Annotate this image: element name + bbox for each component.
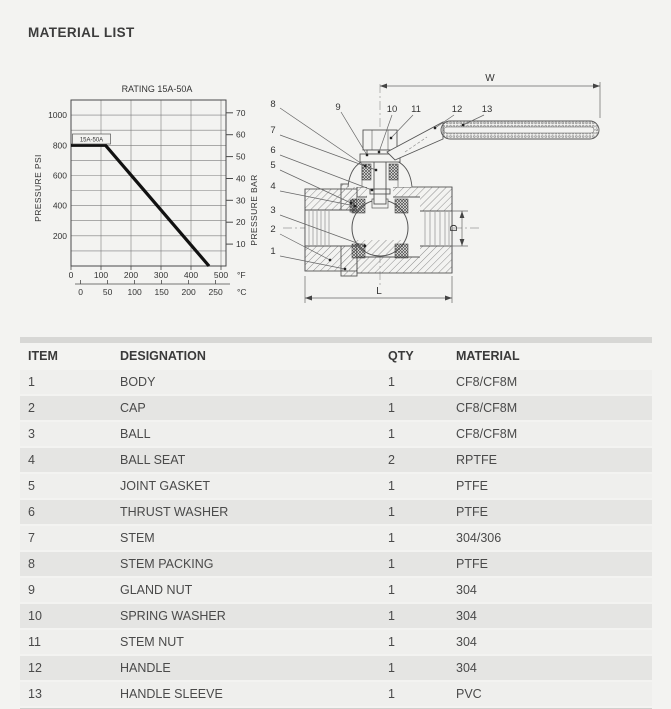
- dim-w-label: W: [485, 73, 495, 84]
- cell-material: 304: [456, 609, 477, 623]
- bar-tick: 40: [236, 173, 246, 184]
- cell-item: 4: [28, 453, 35, 467]
- cell-qty: 1: [388, 401, 395, 415]
- rating-chart: [30, 80, 265, 305]
- cell-qty: 1: [388, 557, 395, 571]
- part-callout-9: 9: [335, 102, 341, 113]
- bar-tick-marks: [226, 113, 233, 244]
- cell-designation: STEM: [120, 531, 155, 545]
- table-row: [20, 422, 652, 446]
- c-axis: [75, 280, 230, 284]
- cell-designation: CAP: [120, 401, 146, 415]
- cell-item: 12: [28, 661, 42, 675]
- bar-tick: 50: [236, 151, 246, 162]
- col-header-qty: QTY: [388, 348, 414, 363]
- cell-material: PTFE: [456, 557, 488, 571]
- cell-designation: JOINT GASKET: [120, 479, 211, 493]
- cell-qty: 1: [388, 531, 395, 545]
- cell-designation: HANDLE SLEEVE: [120, 687, 223, 701]
- cell-item: 7: [28, 531, 35, 545]
- cell-item: 13: [28, 687, 42, 701]
- cell-material: 304: [456, 583, 477, 597]
- c-tick: 250: [208, 287, 223, 297]
- cell-material: 304: [456, 635, 477, 649]
- cell-material: CF8/CF8M: [456, 427, 518, 441]
- psi-tick: 800: [52, 140, 67, 151]
- col-header-designation: DESIGNATION: [120, 348, 206, 363]
- cell-material: 304/306: [456, 531, 502, 545]
- part-callout-13: 13: [481, 104, 493, 115]
- col-header-material: MATERIAL: [456, 348, 520, 363]
- cell-item: 2: [28, 401, 35, 415]
- part-callout-7: 7: [270, 125, 276, 136]
- cell-item: 3: [28, 427, 35, 441]
- cell-qty: 1: [388, 479, 395, 493]
- cell-material: RPTFE: [456, 453, 497, 467]
- cell-qty: 1: [388, 661, 395, 675]
- cell-item: 1: [28, 375, 35, 389]
- cell-designation: THRUST WASHER: [120, 505, 229, 519]
- table-header-row: [20, 343, 652, 368]
- cell-material: PTFE: [456, 479, 488, 493]
- valve-drawing: [255, 60, 671, 312]
- f-tick: 200: [123, 270, 139, 280]
- chart-title: RATING 15A-50A: [121, 84, 193, 94]
- cell-item: 9: [28, 583, 35, 597]
- part-callout-2: 2: [270, 224, 276, 235]
- cell-qty: 1: [388, 427, 395, 441]
- x-axis-unit-c: °C: [237, 287, 247, 297]
- f-tick: 0: [68, 270, 74, 280]
- cell-qty: 2: [388, 453, 395, 467]
- c-tick: 100: [127, 287, 142, 297]
- bar-tick: 60: [236, 129, 246, 140]
- cell-qty: 1: [388, 687, 395, 701]
- bar-tick: 30: [236, 195, 246, 206]
- part-callout-1: 1: [270, 246, 276, 257]
- cell-qty: 1: [388, 635, 395, 649]
- cell-item: 6: [28, 505, 35, 519]
- table-row: [20, 448, 652, 472]
- table-row: [20, 396, 652, 420]
- table-row: [20, 578, 652, 602]
- chart-plot-border: [71, 100, 226, 266]
- table-row: [20, 630, 652, 654]
- part-callout-5: 5: [270, 160, 276, 171]
- table-row: [20, 552, 652, 576]
- part-callout-12: 12: [451, 104, 463, 115]
- cell-item: 11: [28, 635, 41, 649]
- bar-tick: 10: [236, 239, 246, 249]
- cell-item: 5: [28, 479, 35, 493]
- cell-material: CF8/CF8M: [456, 375, 518, 389]
- x-axis-unit-f: °F: [237, 270, 246, 280]
- material-list-table: [20, 337, 652, 709]
- cell-qty: 1: [388, 505, 395, 519]
- page-title: MATERIAL LIST: [28, 25, 135, 40]
- col-header-item: ITEM: [28, 348, 58, 363]
- cell-designation: STEM PACKING: [120, 557, 214, 571]
- cell-designation: BALL: [120, 427, 151, 441]
- psi-tick: 600: [52, 170, 67, 181]
- cell-designation: BALL SEAT: [120, 453, 186, 467]
- y-axis-label: PRESSURE PSI: [33, 154, 43, 222]
- series-label: 15A-50A: [79, 137, 104, 144]
- cell-qty: 1: [388, 609, 395, 623]
- part-callout-11: 11: [411, 104, 421, 115]
- table-row: [20, 500, 652, 524]
- part-callout-8: 8: [270, 99, 276, 110]
- f-tick: 100: [93, 270, 109, 280]
- dim-l-label: L: [376, 286, 382, 297]
- chart-gridlines: [71, 100, 226, 266]
- table-row: [20, 656, 652, 680]
- table-row: [20, 682, 652, 706]
- c-tick: 50: [102, 287, 113, 297]
- dim-d-label: D: [449, 224, 460, 232]
- bar-tick: 70: [236, 107, 246, 118]
- table-row: [20, 526, 652, 550]
- cell-designation: HANDLE: [120, 661, 171, 675]
- cell-qty: 1: [388, 375, 395, 389]
- psi-tick: 1000: [48, 110, 67, 121]
- stem-nut: [363, 130, 397, 150]
- part-callout-10: 10: [386, 104, 398, 115]
- bar-tick: 20: [236, 217, 246, 228]
- table-row: [20, 370, 652, 394]
- f-tick: 300: [153, 270, 169, 280]
- psi-tick: 400: [52, 200, 67, 211]
- f-tick: 400: [183, 270, 199, 280]
- f-tick: 500: [213, 270, 229, 280]
- cell-qty: 1: [388, 583, 395, 597]
- cell-designation: STEM NUT: [120, 635, 184, 649]
- part-callout-4: 4: [270, 181, 276, 192]
- cell-designation: BODY: [120, 375, 156, 389]
- table-row: [20, 604, 652, 628]
- y2-axis-label: PRESSURE BAR: [249, 174, 259, 246]
- handle-bar-in-sleeve: [444, 127, 594, 133]
- cell-material: CF8/CF8M: [456, 401, 518, 415]
- c-tick: 0: [78, 287, 83, 297]
- c-tick: 200: [181, 287, 196, 297]
- table-row: [20, 474, 652, 498]
- cell-designation: SPRING WASHER: [120, 609, 226, 623]
- cell-material: PTFE: [456, 505, 488, 519]
- cell-material: PVC: [456, 687, 482, 701]
- part-callout-6: 6: [270, 145, 276, 156]
- psi-tick: 200: [52, 230, 67, 241]
- cell-item: 10: [28, 609, 42, 623]
- c-tick: 150: [154, 287, 169, 297]
- cell-item: 8: [28, 557, 35, 571]
- cell-designation: GLAND NUT: [120, 583, 193, 597]
- part-callout-3: 3: [270, 205, 276, 216]
- cell-material: 304: [456, 661, 477, 675]
